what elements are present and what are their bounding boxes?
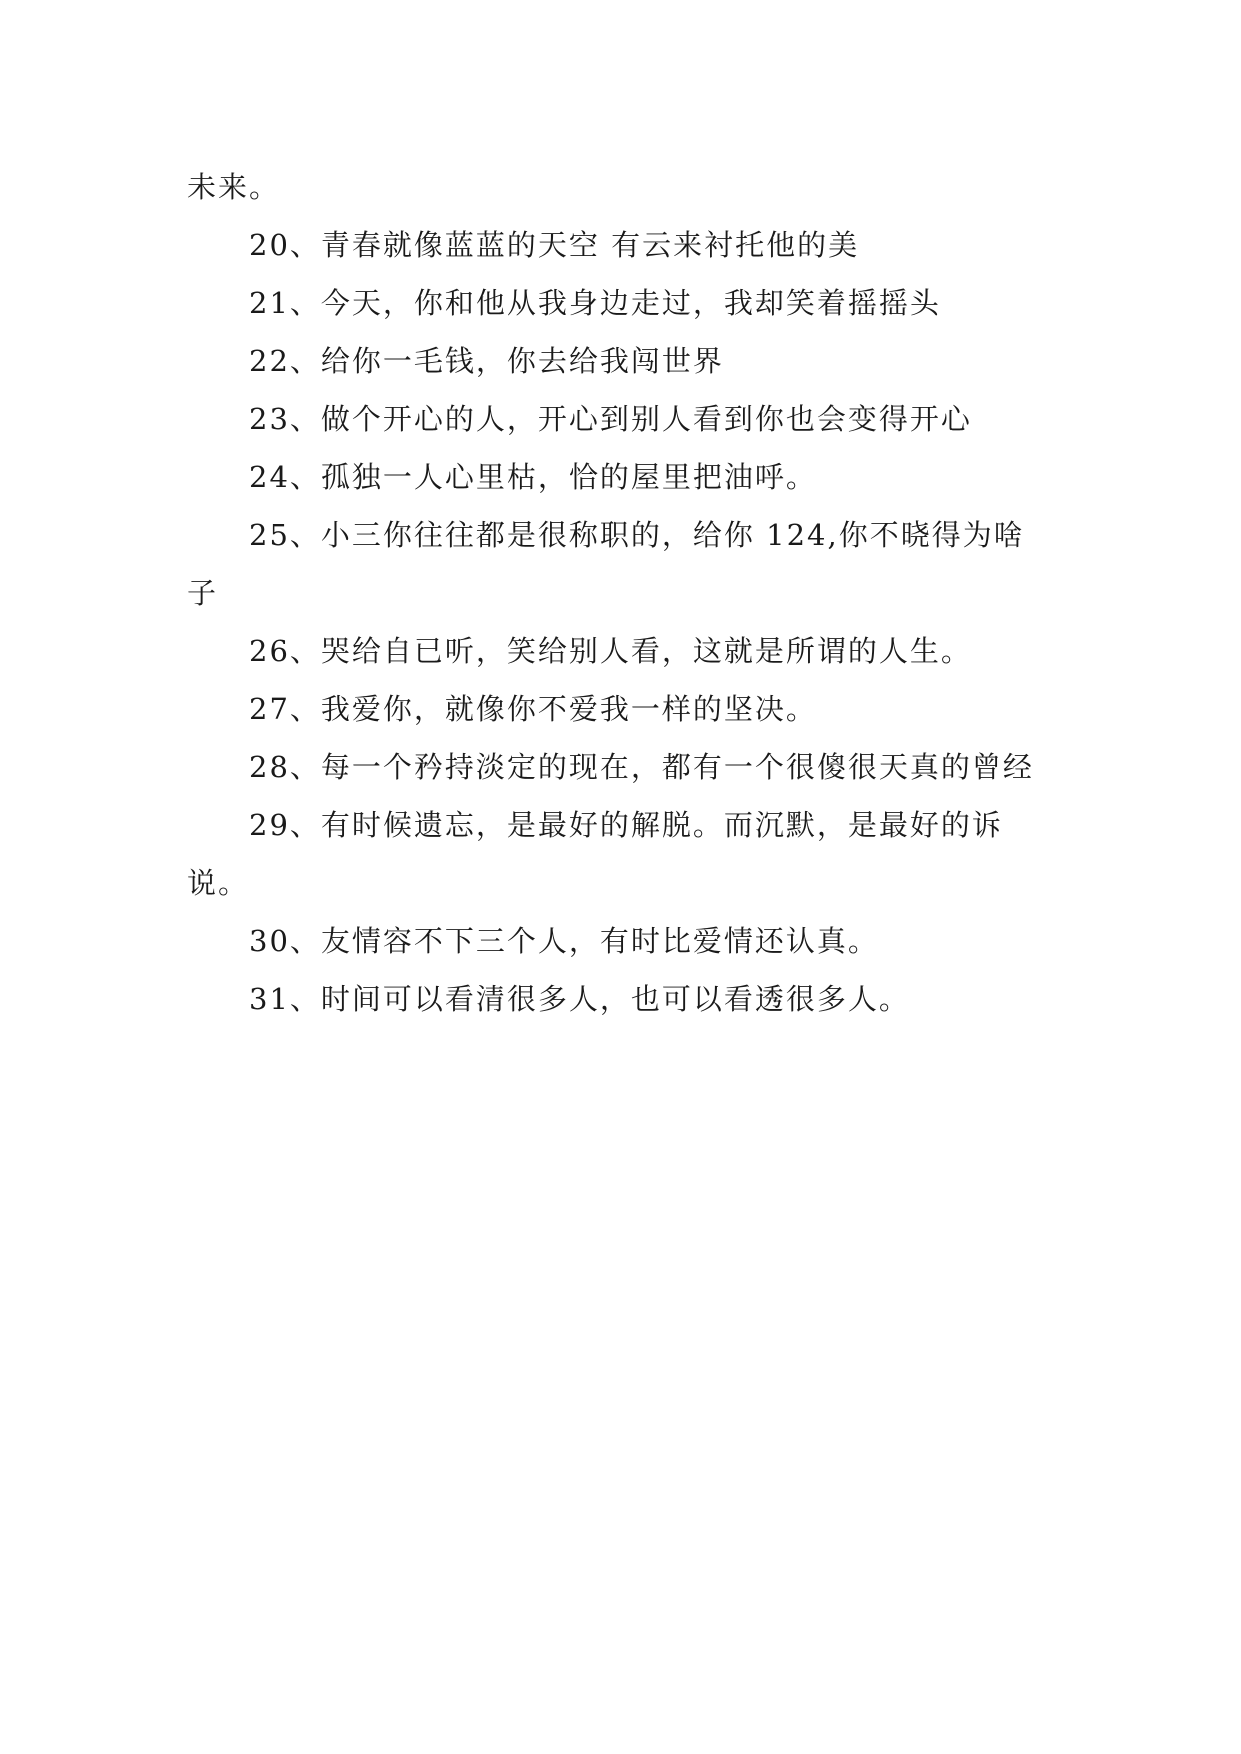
list-item: 21、今天，你和他从我身边走过，我却笑着摇摇头 (249, 286, 941, 320)
list-item: 29、有时候遗忘，是最好的解脱。而沉默，是最好的诉说。 (187, 808, 1003, 900)
list-item: 24、孤独一人心里枯，恰的屋里把油呼。 (249, 460, 817, 494)
list-item: 25、小三你往往都是很称职的，给你 124,你不晓得为啥子 (187, 518, 1025, 610)
list-item: 30、友情容不下三个人，有时比爱情还认真。 (249, 924, 879, 958)
list-item: 31、时间可以看清很多人，也可以看透很多人。 (249, 982, 910, 1016)
continuation-text: 未来。 (187, 170, 281, 204)
list-item: 26、哭给自已听，笑给别人看，这就是所谓的人生。 (249, 634, 972, 668)
list-item: 20、青春就像蓝蓝的天空 有云来衬托他的美 (249, 228, 860, 262)
list-item: 23、做个开心的人，开心到别人看到你也会变得开心 (249, 402, 972, 436)
list-item: 28、每一个矜持淡定的现在，都有一个很傻很天真的曾经 (249, 750, 1034, 784)
list-item: 22、给你一毛钱，你去给我闯世界 (249, 344, 724, 378)
list-item: 27、我爱你，就像你不爱我一样的坚决。 (249, 692, 817, 726)
document-body (187, 158, 1053, 1028)
